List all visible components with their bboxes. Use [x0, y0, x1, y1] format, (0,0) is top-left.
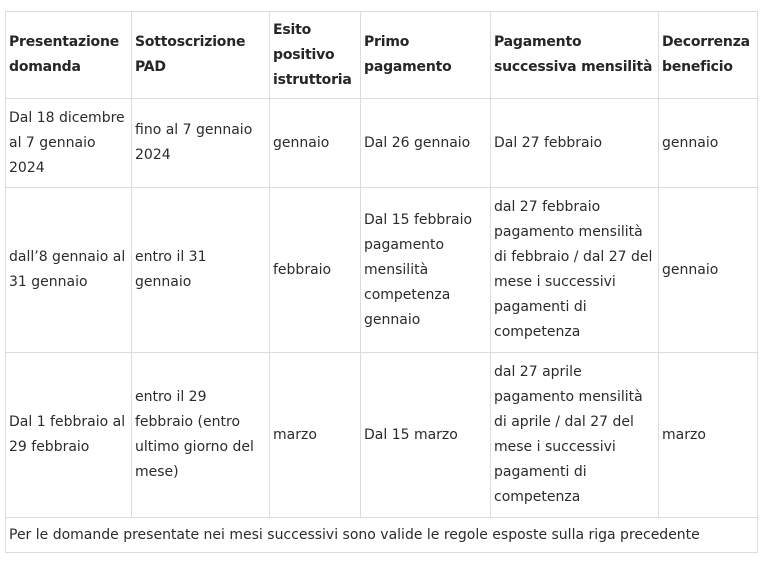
header-pagamento-successiva-mensilita: Pagamento successiva mensilità	[491, 12, 659, 99]
table-cell: Dal 1 febbraio al 29 febbraio	[6, 353, 132, 518]
table-cell: marzo	[270, 353, 361, 518]
table-container	[5, 11, 758, 553]
header-primo-pagamento: Primo pagamento	[361, 12, 491, 99]
table-cell: Dal 15 marzo	[361, 353, 491, 518]
table-cell: Dal 18 dicembre al 7 gennaio 2024	[6, 99, 132, 188]
table-cell: gennaio	[659, 188, 758, 353]
table-cell: gennaio	[659, 99, 758, 188]
table-cell: entro il 29 febbraio (entro ultimo giorno del mese)	[132, 353, 270, 518]
table-cell: febbraio	[270, 188, 361, 353]
footer-row	[6, 518, 758, 553]
table-cell: gennaio	[270, 99, 361, 188]
table-cell: marzo	[659, 353, 758, 518]
table-row	[6, 99, 758, 188]
header-esito-positivo-istruttoria: Esito positivo istruttoria	[270, 12, 361, 99]
table-cell: dall’8 gennaio al 31 gennaio	[6, 188, 132, 353]
table-cell: dal 27 aprile pagamento mensilità di aprile / dal 27 del mese i successivi pagamenti di competenza	[491, 353, 659, 518]
table-cell: Dal 15 febbraio pagamento mensilità competenza gennaio	[361, 188, 491, 353]
table-row	[6, 188, 758, 353]
footer-note: Per le domande presentate nei mesi successivi sono valide le regole esposte sulla riga precedente	[6, 518, 758, 553]
header-row	[6, 12, 758, 99]
table-cell: fino al 7 gennaio 2024	[132, 99, 270, 188]
table-cell: Dal 26 gennaio	[361, 99, 491, 188]
table-cell: dal 27 febbraio pagamento mensilità di febbraio / dal 27 del mese i successivi pagamenti di competenza	[491, 188, 659, 353]
table-cell: Dal 27 febbraio	[491, 99, 659, 188]
schedule-table	[5, 11, 758, 553]
header-presentazione-domanda: Presentazione domanda	[6, 12, 132, 99]
header-decorrenza-beneficio: Decorrenza beneficio	[659, 12, 758, 99]
table-cell: entro il 31 gennaio	[132, 188, 270, 353]
table-row	[6, 353, 758, 518]
header-sottoscrizione-pad: Sottoscrizione PAD	[132, 12, 270, 99]
